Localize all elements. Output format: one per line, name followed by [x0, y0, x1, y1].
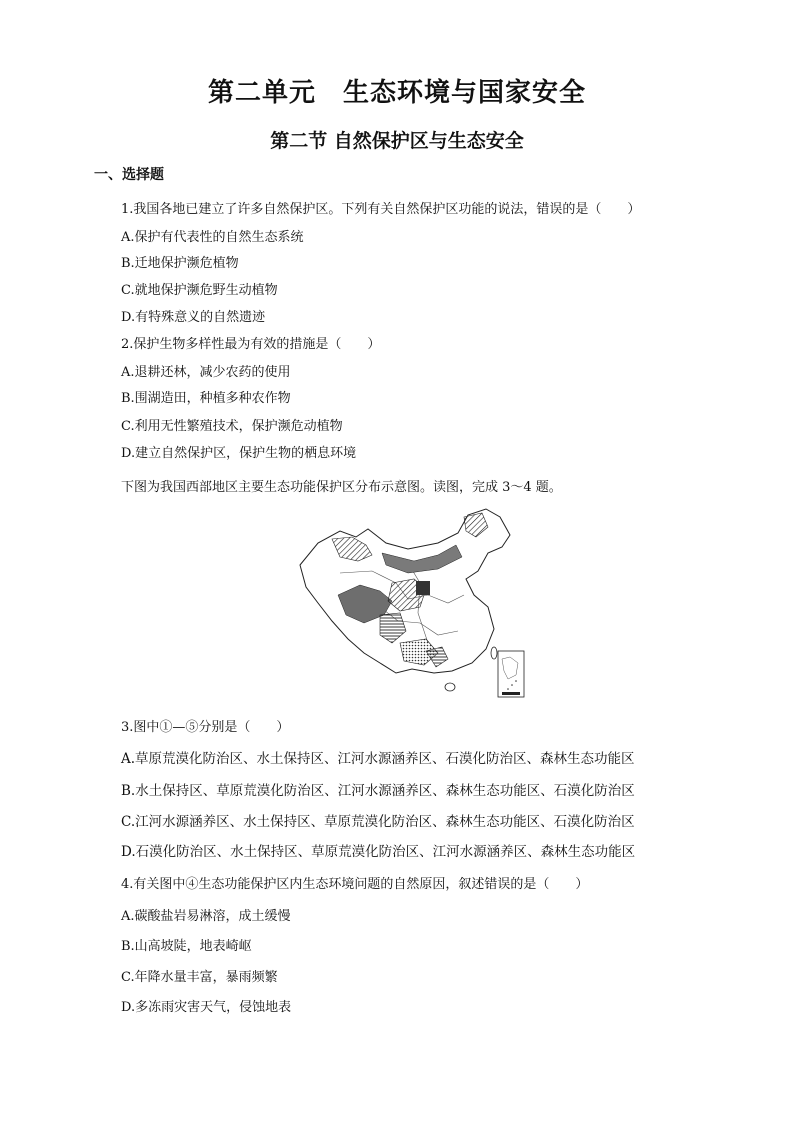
question-1-option-d: D.有特殊意义的自然遗迹	[121, 310, 266, 325]
question-4-option-d: D.多冻雨灾害天气，侵蚀地表	[121, 1000, 292, 1015]
question-2-option-b: B.围湖造田，种植多种农作物	[121, 391, 291, 406]
question-1-option-c: C.就地保护濒危野生动植物	[121, 283, 278, 298]
question-1-option-b: B.迁地保护濒危植物	[121, 256, 239, 271]
question-1-option-a: A.保护有代表性的自然生态系统	[121, 230, 304, 245]
question-1-stem: 1.我国各地已建立了许多自然保护区。下列有关自然保护区功能的说法，错误的是（ ）	[121, 202, 641, 217]
question-2-stem: 2.保护生物多样性最为有效的措施是（ ）	[121, 337, 381, 352]
question-3-option-b: B.水土保持区、草原荒漠化防治区、江河水源涵养区、森林生态功能区、石漠化防治区	[121, 783, 635, 799]
china-map-icon	[288, 503, 528, 703]
question-3-option-a: A.草原荒漠化防治区、水土保持区、江河水源涵养区、石漠化防治区、森林生态功能区	[121, 751, 635, 767]
question-3-option-d: D.石漠化防治区、水土保持区、草原荒漠化防治区、江河水源涵养区、森林生态功能区	[121, 844, 636, 860]
question-2-option-a: A.退耕还林，减少农药的使用	[121, 365, 291, 380]
question-4-option-a: A.碳酸盐岩易淋溶，成土缓慢	[121, 909, 291, 924]
section-heading: 一、选择题	[94, 167, 164, 183]
question-4-option-c: C.年降水量丰富，暴雨频繁	[121, 970, 278, 985]
question-4-option-b: B.山高坡陡，地表崎岖	[121, 939, 252, 954]
question-4-stem: 4.有关图中④生态功能保护区内生态环境问题的自然原因，叙述错误的是（ ）	[121, 877, 589, 892]
page-title: 第二单元 生态环境与国家安全	[207, 78, 586, 108]
question-3-stem: 3.图中①—⑤分别是（ ）	[121, 720, 290, 735]
page-subtitle: 第二节 自然保护区与生态安全	[270, 130, 524, 152]
question-3-option-c: C.江河水源涵养区、水土保持区、草原荒漠化防治区、森林生态功能区、石漠化防治区	[121, 814, 635, 830]
question-2-option-d: D.建立自然保护区，保护生物的栖息环境	[121, 446, 357, 461]
question-2-option-c: C.利用无性繁殖技术，保护濒危动植物	[121, 419, 343, 434]
map-intro: 下图为我国西部地区主要生态功能保护区分布示意图。读图，完成 3～4 题。	[121, 480, 562, 495]
